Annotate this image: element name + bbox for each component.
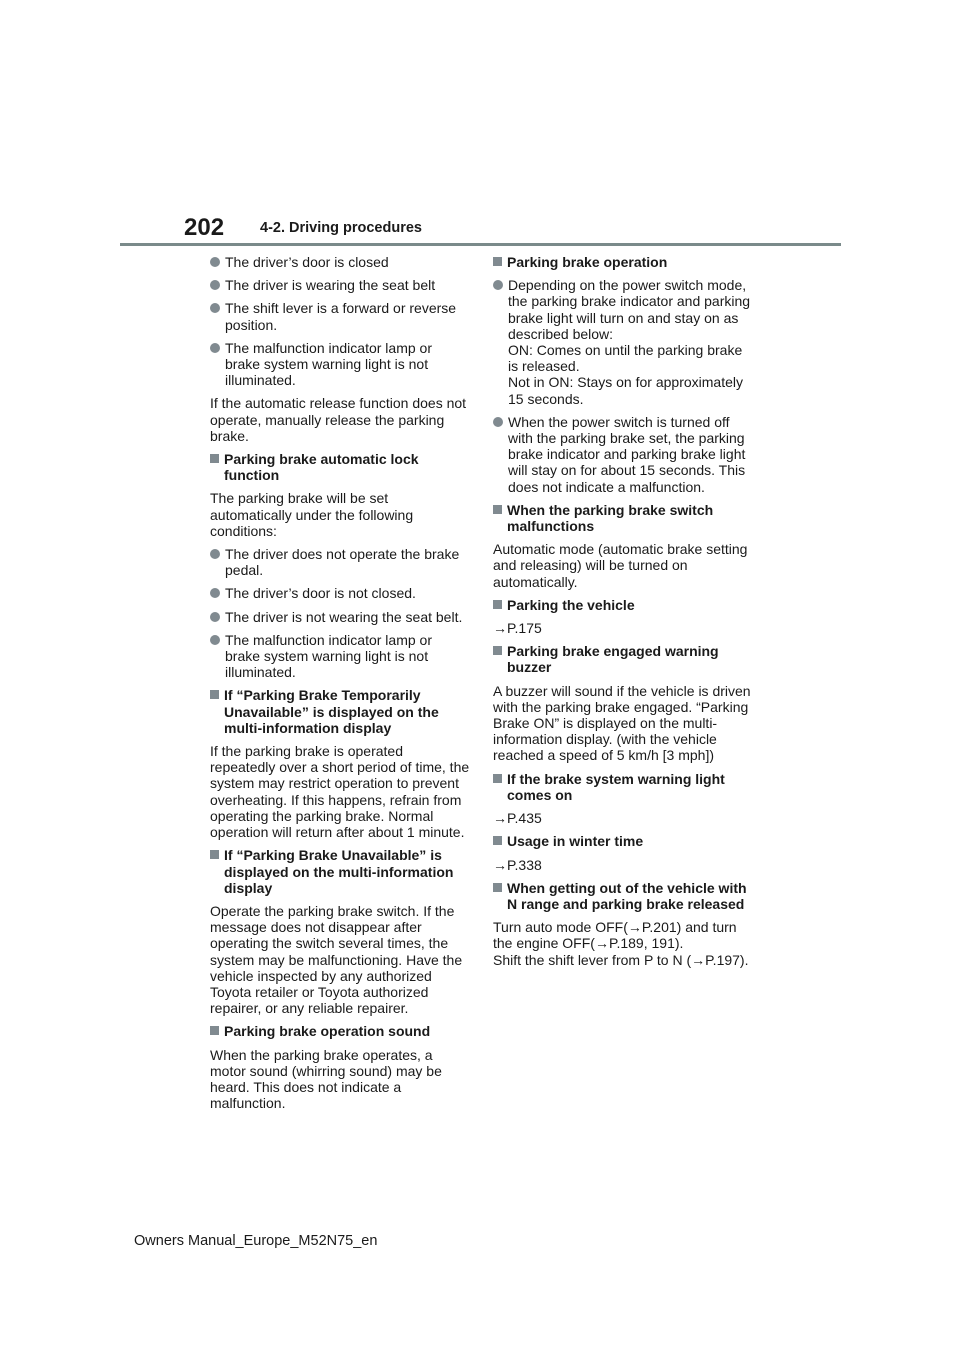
footer-text: Owners Manual_Europe_M52N75_en [134, 1233, 378, 1249]
item-text: Parking brake operation sound [224, 1023, 431, 1040]
page-number: 202 [184, 214, 225, 241]
square-marker-icon [210, 1026, 219, 1035]
item-text: Automatic mode (automatic brake setting and releasing) will be turned on automatically. [493, 541, 748, 590]
paragraph [493, 620, 753, 636]
section-heading [493, 643, 753, 675]
item-text: The parking brake will be set automatically under the following conditions: [210, 490, 414, 539]
item-text: Parking the vehicle [507, 596, 635, 613]
paragraph [493, 919, 753, 968]
item-text: A buzzer will sound if the vehicle is driven with the parking brake engaged. “Parking Brake ON” is displayed on the multi-information display. (with the vehicle reached a speed of 5 km/h [3 mph]) [493, 682, 751, 764]
paragraph [493, 857, 753, 873]
left-column [210, 254, 470, 1118]
bullet-dot-icon [210, 303, 220, 313]
paragraph [210, 395, 470, 444]
square-marker-icon [493, 646, 502, 655]
square-marker-icon [210, 454, 219, 463]
bullet-item [210, 632, 470, 681]
item-text: If the brake system warning light comes on [507, 770, 725, 803]
square-marker-icon [493, 600, 502, 609]
item-text: If the parking brake is operated repeatedly over a short period of time, the system may restrict operation to prevent overheating. If this happens, refrain from operating the parking brake. Normal operation will return after about 1 minute. [210, 743, 470, 841]
right-column [493, 254, 753, 975]
section-heading [493, 833, 753, 849]
item-text: →P.435 [493, 810, 542, 827]
item-text: The shift lever is a forward or reverse position. [225, 300, 457, 333]
section-heading [210, 687, 470, 736]
bullet-item [493, 414, 753, 495]
section-heading [210, 847, 470, 896]
item-text: Operate the parking brake switch. If the message does not disappear after operating the switch several times, the system may be malfunctioning. Have the vehicle inspected by any authorized Toyota retailer or Toyota authorized repairer, or any reliable repairer. [210, 902, 463, 1017]
item-text: The driver is wearing the seat belt [225, 277, 436, 294]
section-heading [493, 597, 753, 613]
section-heading [493, 880, 753, 912]
section-heading [493, 771, 753, 803]
item-text: Turn auto mode OFF(→P.201) and turn the engine OFF(→P.189, 191). Shift the shift lever from P to N (→P.197). [493, 919, 749, 968]
bullet-dot-icon [210, 549, 220, 559]
item-text: When the parking brake switch malfunctions [507, 501, 714, 535]
square-marker-icon [210, 690, 219, 699]
bullet-dot-icon [493, 280, 503, 290]
bullet-dot-icon [210, 280, 220, 290]
bullet-dot-icon [210, 635, 220, 645]
section-heading [493, 502, 753, 534]
item-text: The driver’s door is not closed. [225, 585, 416, 602]
item-text: →P.338 [493, 856, 542, 873]
item-text: If the automatic release function does not operate, manually release the parking brake. [210, 395, 467, 444]
bullet-dot-icon [493, 417, 503, 427]
bullet-item [210, 609, 470, 625]
bullet-item [210, 546, 470, 578]
bullet-item [210, 254, 470, 270]
paragraph [493, 683, 753, 764]
bullet-dot-icon [210, 343, 220, 353]
bullet-item [493, 277, 753, 407]
square-marker-icon [493, 505, 502, 514]
item-text: The driver’s door is closed [225, 254, 389, 270]
item-text: →P.175 [493, 620, 542, 637]
item-text: Parking brake automatic lock function [224, 451, 419, 484]
item-text: The driver is not wearing the seat belt. [225, 608, 463, 625]
item-text: The malfunction indicator lamp or brake system warning light is not illuminated. [225, 339, 432, 389]
section-heading [210, 451, 470, 483]
bullet-item [210, 340, 470, 389]
section-heading [210, 1023, 470, 1039]
bullet-dot-icon [210, 257, 220, 267]
item-text: Depending on the power switch mode, the parking brake indicator and parking brake light will turn on and stay on as described below: ON: Comes on until the parking brake is released. Not in ON: Stays on for approximately 15 seconds. [508, 277, 751, 407]
paragraph [210, 1047, 470, 1112]
item-text: If “Parking Brake Temporarily Unavailable” is displayed on the multi-information display [224, 687, 439, 736]
square-marker-icon [493, 883, 502, 892]
item-text: When the parking brake operates, a motor sound (whirring sound) may be heard. This does not indicate a malfunction. [210, 1046, 442, 1112]
square-marker-icon [210, 850, 219, 859]
bullet-item [210, 300, 470, 332]
square-marker-icon [493, 836, 502, 845]
square-marker-icon [493, 257, 502, 266]
bullet-item [210, 277, 470, 293]
item-text: Parking brake operation [507, 254, 668, 270]
bullet-dot-icon [210, 588, 220, 598]
header-rule [120, 243, 841, 246]
paragraph [210, 743, 470, 840]
item-text: The malfunction indicator lamp or brake system warning light is not illuminated. [225, 631, 432, 681]
paragraph [493, 541, 753, 590]
item-text: When the power switch is turned off with the parking brake set, the parking brake indicator and parking brake light will stay on for about 15 seconds. This does not indicate a malfunction. [508, 413, 746, 495]
item-text: The driver does not operate the brake pedal. [225, 546, 460, 579]
square-marker-icon [493, 774, 502, 783]
paragraph [493, 810, 753, 826]
bullet-item [210, 585, 470, 601]
bullet-dot-icon [210, 612, 220, 622]
item-text: Usage in winter time [507, 833, 644, 850]
item-text: Parking brake engaged warning buzzer [507, 643, 719, 676]
item-text: If “Parking Brake Unavailable” is displayed on the multi-information display [224, 847, 454, 896]
paragraph [210, 903, 470, 1016]
section-heading [493, 254, 753, 270]
section-title: 4-2. Driving procedures [260, 220, 422, 236]
paragraph [210, 490, 470, 539]
item-text: When getting out of the vehicle with N range and parking brake released [507, 879, 747, 912]
